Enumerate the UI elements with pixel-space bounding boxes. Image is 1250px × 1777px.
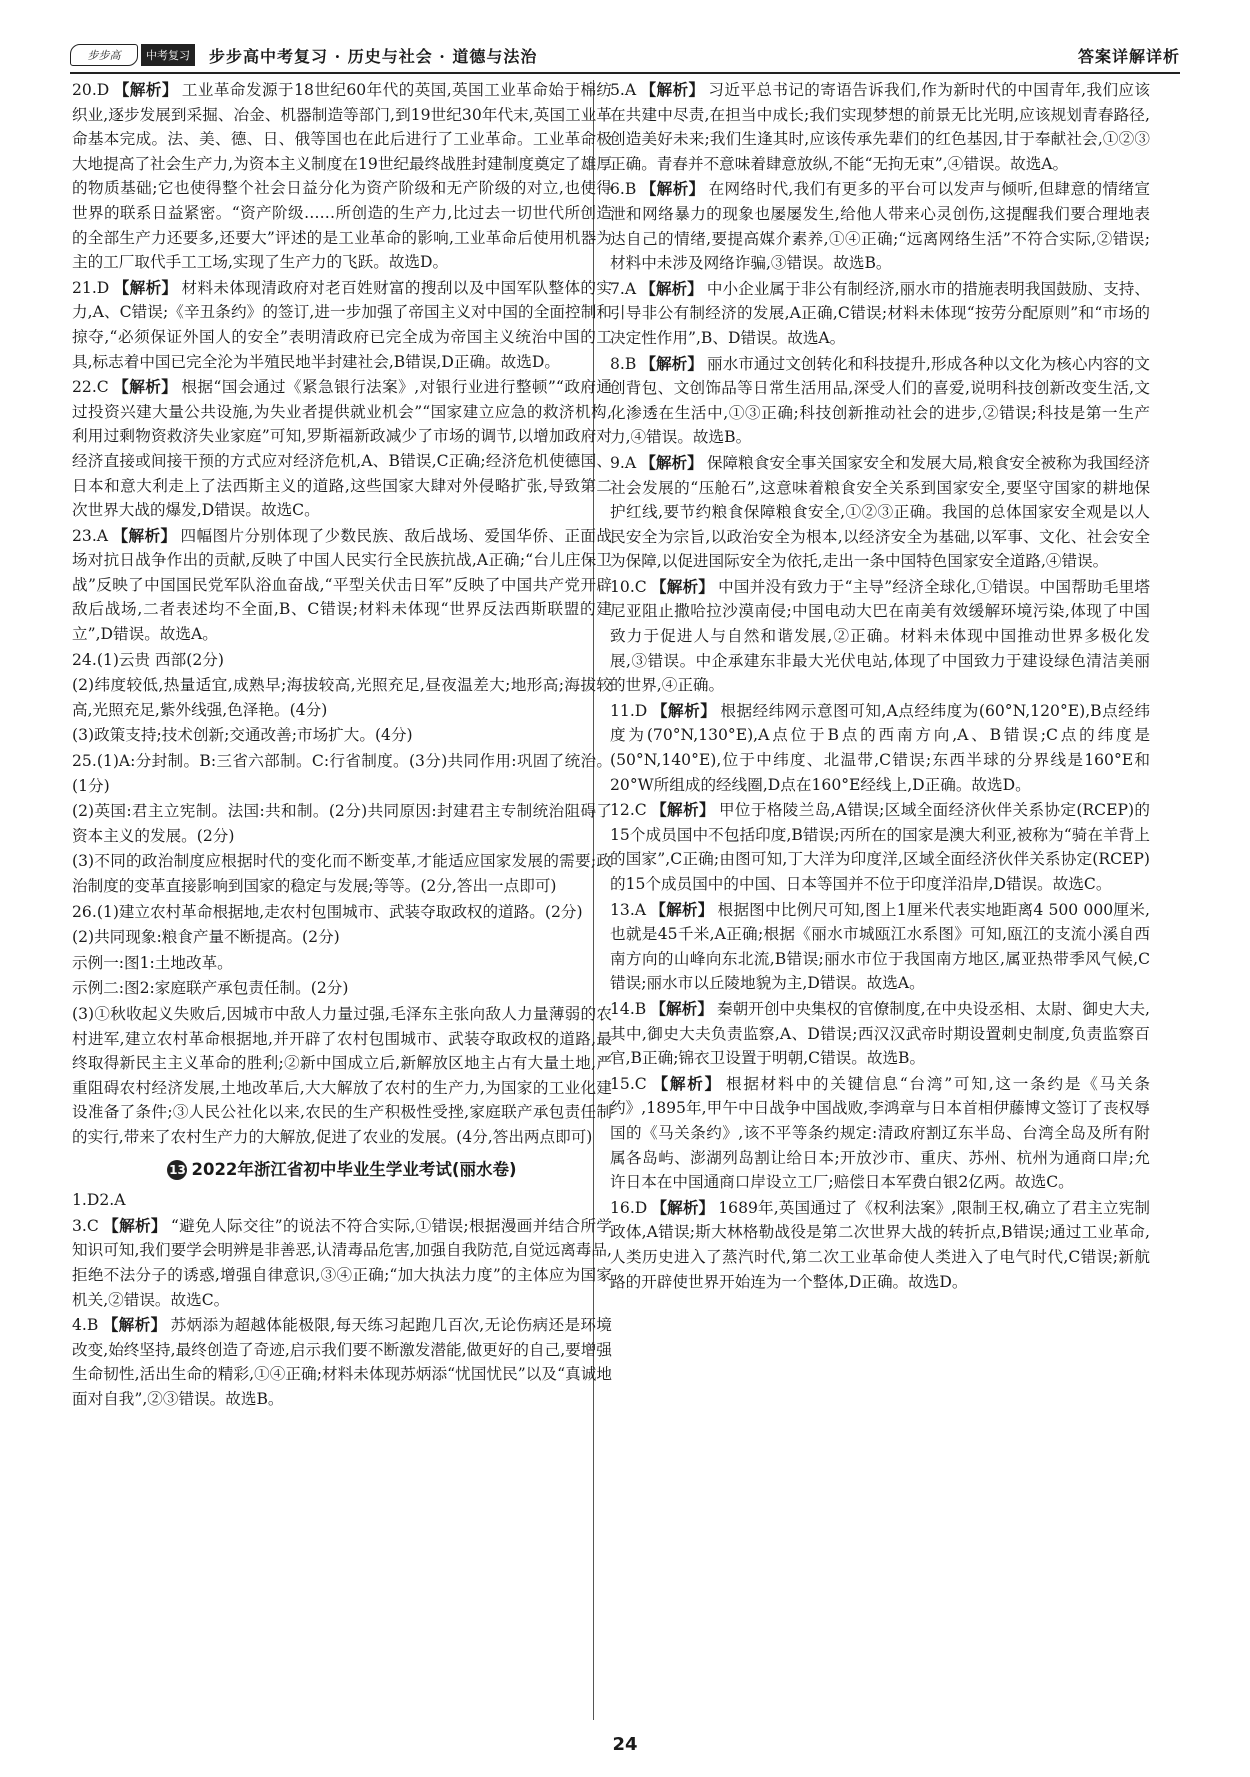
question-number: 12.C [610,801,647,820]
answer-subpart: 示例一:图1:土地改革。 [72,953,233,972]
answer-text: 1689年,英国通过了《权利法案》,限制王权,确立了君主立宪制政体,A错误;斯大林格勒战役是第二次世界大战的转折点,B错误;通过工业革命,人类历史进入了蒸汽时代,第二次工业革命使人类进入了电气时代,C错误;新航路的开辟使世界开始连为一个整体,D正确。故选D。 [610,1198,1150,1291]
answer-item [72,1313,612,1411]
answer-text: 四幅图片分别体现了少数民族、敌后战场、爱国华侨、正面战场对抗日战争作出的贡献,反映了中国人民实行全民族抗战,A正确;“台儿庄保卫战”反映了中国国民党军队浴血奋战,“平型关伏击日军”反映了中国共产党开辟敌后战场,二者表述均不全面,B、C错误;材料未体现“世界反法西斯联盟的建立”,D错误。故选A。 [72,526,612,644]
section-number-badge: 13 [167,1160,187,1180]
answer-item [72,276,612,374]
question-number: 11.D [610,701,648,720]
answer-text: 工业革命发源于18世纪60年代的英国,英国工业革命始于棉纺织业,逐步发展到采掘、冶金、机器制造等部门,到19世纪30年代末,英国工业革命基本完成。法、美、德、日、俄等国也在此后进行了工业革命。工业革命极大地提高了社会生产力,为资本主义制度在19世纪最终战胜封建制度奠定了雄厚的物质基础;它也使得整个社会日益分化为资产阶级和无产阶级的对立,也使得世界的联系日益紧密。“资产阶级……所创造的生产力,比过去一切世代所创造的全部生产力还要多,还要大”评述的是工业革命的影响,工业革命后使用机器为主的工厂取代手工工场,实现了生产力的飞跃。故选D。 [72,81,612,272]
answer-item [72,1188,612,1213]
analysis-tag: 【解析】 [640,278,703,298]
answer-item [610,575,1150,698]
question-number: 21.D [72,278,110,297]
answer-item [610,1196,1150,1294]
analysis-tag: 【解析】 [640,80,705,99]
page-number: 24 [612,1734,638,1755]
answer-text: 根据经纬网示意图可知,A点经纬度为(60°N,120°E),B点经纬度为(70°N,130°E),A点位于B点的西南方向,A、B错误;C点的纬度是(50°N,140°E),位于中纬度、北温带,C错误;东西半球的分界线是160°E和20°W所组成的经线圈,D点在160°E经线上,D正确。故选D。 [610,701,1150,794]
right-column [610,78,1150,1295]
answer-text: 保障粮食安全事关国家安全和发展大局,粮食安全被称为我国经济社会发展的“压舱石”,这意味着粮食安全关系到国家安全,要坚守国家的耕地保护红线,要节约粮食保障粮食安全,①②③正确。我国的总体国家安全观是以人民安全为宗旨,以政治安全为根本,以经济安全为基础,以军事、文化、社会安全为保障,以促进国际安全为依托,走出一条中国特色国家安全道路,④错误。 [610,453,1150,571]
answer-subpart: (3)不同的政治制度应根据时代的变化而不断变革,才能适应国家发展的需要;政治制度的变革直接影响到国家的稳定与发展;等等。(2分,答出一点即可) [72,852,612,895]
question-number: 23.A [72,526,109,545]
answer-text: 根据材料中的关键信息“台湾”可知,这一条约是《马关条约》,1895年,甲午中日战争中国战败,李鸿章与日本首相伊藤博文签订了丧权辱国的《马关条约》,该不平等条约规定:清政府割辽东半岛、台湾全岛及所有附属各岛屿、澎湖列岛割让给日本;开放沙市、重庆、苏州、杭州为通商口岸;允许日本在中国通商口岸设立工厂;赔偿日本军费白银2亿两。故选C。 [610,1074,1150,1192]
answer-item [610,451,1150,574]
analysis-tag: 【解析】 [640,179,705,199]
answer-item [72,524,612,647]
question-number: 4.B [72,1316,99,1335]
left-column [72,78,612,1412]
question-number: 25. [72,752,97,771]
answer-subpart: 示例二:图2:家庭联产承包责任制。(2分) [72,979,349,998]
section-title-text: 2022年浙江省初中毕业生学业考试(丽水卷) [191,1159,517,1179]
answer-item [72,1214,612,1312]
exam-section-title [72,1158,612,1183]
analysis-tag: 【解析】 [113,80,178,99]
question-number: 22.C [72,378,109,397]
answer-text: 甲位于格陵兰岛,A错误;区域全面经济伙伴关系协定(RCEP)的15个成员国中不包括印度,B错误;丙所在的国家是澳大利亚,被称为“骑在羊背上的国家”,C正确;由图可知,丁大洋为印度洋,区域全面经济伙伴关系协定(RCEP)的15个成员国中的中国、日本等国并不位于印度洋沿岸,D错误。故选C。 [610,801,1150,893]
answer-text: “避免人际交往”的说法不符合实际,①错误;根据漫画并结合所学知识可知,我们要学会明辨是非善恶,认清毒品危害,加强自我防范,自觉远离毒品,拒绝不法分子的诱惑,增强自律意识,③④正确;“加大执法力度”的主体应为国家机关,②错误。故选C。 [72,1216,612,1309]
analysis-tag: 【解析】 [650,800,715,820]
analysis-tag: 【解析】 [102,1315,167,1335]
analysis-tag: 【解析】 [102,1215,167,1235]
question-number: 10.C [610,577,647,596]
answer-text: 材料未体现清政府对老百姓财富的搜刮以及中国军队整体的实力,A、C错误;《辛丑条约》的签订,进一步加强了帝国主义对中国的全面控制和掠夺,“必须保证外国人的安全”表明清政府已完全成为帝国主义统治中国的工具,标志着中国已完全沦为半殖民地半封建社会,B错误,D正确。故选D。 [72,278,612,371]
question-number: 8.B [610,354,637,373]
answer-text: 中小企业属于非公有制经济,丽水市的措施表明我国鼓励、支持、引导非公有制经济的发展,A正确,C错误;材料未体现“按劳分配原则”和“市场的决定性作用”,B、D错误。故选A。 [610,279,1150,347]
answer-text: 习近平总书记的寄语告诉我们,作为新时代的中国青年,我们应该在共建中尽责,在担当中成长;我们实现梦想的前景无比光明,应该规划青春路径,创造美好未来;我们生逢其时,应该传承先辈们的红色基因,甘于奉献社会,①②③正确。青春并不意味着肆意放纵,不能“无拘无束”,④错误。故选A。 [610,81,1150,173]
analysis-tag: 【解析】 [112,525,177,545]
question-number: 13.A [610,900,647,919]
answer-text: 根据“国会通过《紧急银行法案》,对银行业进行整顿”“政府通过投资兴建大量公共设施,为失业者提供就业机会”“国家建立应急的救济机构,利用过剩物资救济失业家庭”可知,罗斯福新政减少了市场的调节,以增加政府对经济直接或间接干预的方式应对经济危机,A、B错误,C正确;经济危机使德国、日本和意大利走上了法西斯主义的道路,这些国家大肆对外侵略扩张,导致第二次世界大战的爆发,D错误。故选C。 [72,378,612,520]
question-number: 7.A [610,279,637,298]
answer-subpart: (3)①秋收起义失败后,因城市中敌人力量过强,毛泽东主张向敌人力量薄弱的农村进军,建立农村革命根据地,并开辟了农村包围城市、武装夺取政权的道路,最终取得新民主主义革命的胜利;②新中国成立后,新解放区地主占有大量土地,严重阻碍农村经济发展,土地改革后,大大解放了农村的生产力,为国家的工业化建设准备了条件;③人民公社化以来,农民的生产积极性受挫,家庭联产承包责任制的实行,带来了农村生产力的大解放,促进了农业的发展。(4分,答出两点即可) [72,1004,612,1146]
analysis-tag: 【解析】 [650,1073,722,1093]
question-number: 9.A [610,453,637,472]
answer-text: 丽水市通过文创转化和科技提升,形成各种以文化为核心内容的文创背包、文创饰品等日常生活用品,深受人们的喜爱,说明科技创新改变生活,文化渗透在生活中,①③正确;科技创新推动社会的进步,②错误;科技是第一生产力,④错误。故选B。 [610,354,1150,447]
answer-text: (1)A:分封制。B:三省六部制。C:行省制度。(3分)共同作用:巩固了统治。(1分) [72,752,612,795]
analysis-tag: 【解析】 [640,353,703,373]
question-number: 5.A [610,81,637,99]
answer-item [610,78,1150,176]
question-number: 20.D [72,81,110,99]
answer-item [72,78,612,275]
answer-text: 中国并没有致力于“主导”经济全球化,①错误。中国帮助毛里塔尼亚阻止撒哈拉沙漠南侵;中国电动大巴在南美有效缓解环境污染,体现了中国致力于促进人与自然和谐发展,②正确。材料未体现中国推动世界多极化发展,③错误。中企承建东非最大光伏电站,体现了中国致力于建设绿色清洁美丽的世界,④正确。 [610,577,1150,695]
question-number: 15.C [610,1074,647,1093]
logo-tag: 中考复习 [141,44,195,66]
answer-item [610,177,1150,275]
analysis-tag: 【解析】 [651,700,717,720]
answer-item [610,898,1150,996]
answer-item [72,375,612,523]
answer-section-label: 答案详解详析 [1077,46,1180,66]
answer-item [72,749,612,798]
page-header [70,38,1180,74]
question-number: 3.C [72,1216,99,1235]
question-number: 26. [72,902,97,921]
answer-item [610,1072,1150,1195]
answer-item [610,997,1150,1071]
answer-text: 苏炳添为超越体能极限,每天练习起跑几百次,无论伤病还是环境改变,始终坚持,最终创造了奇迹,启示我们要不断激发潜能,做更好的自己,要增强生命韧性,活出生命的精彩,①④正确;材料未体现苏炳添“忧国忧民”以及“真诚地面对自我”,②③错误。故选B。 [72,1316,612,1408]
question-number: 16.D [610,1198,648,1217]
answer-text: 在网络时代,我们有更多的平台可以发声与倾听,但肆意的情绪宣泄和网络暴力的现象也屡屡发生,给他人带来心灵创伤,这提醒我们要合理地表达自己的情绪,要提高媒介素养,①④正确;“远离网络生活”不符合实际,②错误;材料中未涉及网络诈骗,③错误。故选B。 [610,180,1150,273]
analysis-tag: 【解析】 [640,452,703,472]
answer-subpart: (3)政策支持;技术创新;交通改善;市场扩大。(4分) [72,726,413,745]
publisher-logo [70,43,195,67]
question-number: 24. [72,650,97,669]
question-number: 14.B [610,999,647,1018]
answer-item [610,352,1150,450]
analysis-tag: 【解析】 [113,277,178,297]
answer-subpart: (2)纬度较低,热量适宜,成熟早;海拔较高,光照充足,昼夜温差大;地形高;海拔较高,光照充足,紫外线强,色泽艳。(4分) [72,676,612,719]
book-title: 步步高中考复习 · 历史与社会 · 道德与法治 [209,46,538,66]
answer-subpart: (2)英国:君主立宪制。法国:共和制。(2分)共同原因:封建君主专制统治阻碍了资本主义的发展。(2分) [72,802,612,845]
question-number: 1.D [72,1191,100,1210]
analysis-tag: 【解析】 [650,899,714,919]
logo-mark: 步步高 [70,44,138,66]
analysis-tag: 【解析】 [650,998,714,1018]
answer-item [610,277,1150,351]
answer-text: 秦朝开创中央集权的官僚制度,在中央设丞相、太尉、御史大夫,其中,御史大夫负责监察,A、D错误;西汉汉武帝时期设置刺史制度,负责监察百官,B正确;锦衣卫设置于明朝,C错误。故选B。 [610,999,1150,1068]
answer-text: (1)云贵 西部(2分) [96,650,224,669]
answer-item [610,798,1150,896]
answer-item [72,648,612,673]
answer-item [610,699,1150,797]
analysis-tag: 【解析】 [112,377,178,397]
answer-text: 根据图中比例尺可知,图上1厘米代表实地距离4 500 000厘米,也就是45千米,A正确;根据《丽水市城瓯江水系图》可知,瓯江的支流小溪自西南方向的山峰向东北流,B错误;丽水市位于我国南方地区,属亚热带季风气候,C错误;丽水市以丘陵地貌为主,D错误。故选A。 [610,900,1150,993]
question-number: 6.B [610,180,637,199]
answer-item [72,900,612,925]
answer-text: 2.A [99,1191,126,1210]
analysis-tag: 【解析】 [651,1197,715,1217]
answer-text: (1)建立农村革命根据地,走农村包围城市、武装夺取政权的道路。(2分) [96,902,583,921]
analysis-tag: 【解析】 [650,576,715,596]
answer-subpart: (2)共同现象:粮食产量不断提高。(2分) [72,928,340,947]
